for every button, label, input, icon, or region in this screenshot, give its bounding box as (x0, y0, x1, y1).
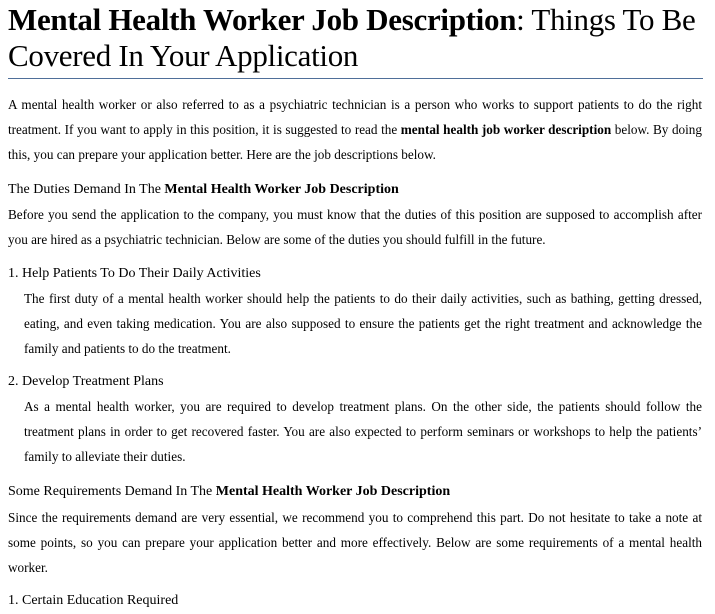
requirements-heading (8, 482, 450, 502)
requirements-paragraph: Since the requirements demand are very essential, we recommend you to comprehend this part. Do not hesitate to take a note at some points, so you can prepare your application better and more effectively. Below are some requirements of a mental health worker. (8, 510, 702, 575)
page-title (8, 2, 708, 74)
intro-text-end: below. By doing this, you can prepare your application better. Here are the job descriptions below. (8, 122, 702, 162)
intro-text: A mental health worker or also referred to as a psychiatric technician is a person who works to support patients to do the right treatment. If you want to apply in this position, it is suggested to read the (8, 97, 702, 137)
heading-bold: Mental Health Worker Job Description (164, 182, 399, 197)
list-item-heading: 2. Develop Treatment Plans (8, 374, 164, 389)
heading-plain: Some Requirements Demand In The (8, 484, 216, 499)
list-item-heading: 1. Certain Education Required (8, 593, 179, 608)
heading-bold: Mental Health Worker Job Description (215, 484, 451, 499)
list-item-heading: 1. Help Patients To Do Their Daily Activities (8, 266, 261, 281)
list-item-text: As a mental health worker, you are required to develop treatment plans. On the other side, the patients should follow the treatment plans in order to get recovered faster. You are also expected to perform seminars or workshops to help the patients’ family to alleviate their duties. (24, 399, 702, 464)
title-bold: Mental Health Worker Job Description (8, 2, 517, 37)
duties-paragraph: Before you send the application to the company, you must know that the duties of this position are supposed to accomplish after you are hired as a psychiatric technician. Below are some of the duties you should fulfill in the future. (8, 207, 702, 247)
list-item-text: The first duty of a mental health worker should help the patients to do their daily activities, such as bathing, getting dressed, eating, and even taking medication. You are also supposed to ensure the patients get the right treatment and acknowledge the family and patients to do the treatment. (24, 291, 702, 356)
heading-plain: The Duties Demand In The (8, 182, 165, 197)
duties-heading (8, 180, 399, 200)
title-divider (8, 78, 703, 79)
intro-keyword: mental health job worker description (400, 122, 612, 137)
title-rest: : Things To Be Covered In Your Application (8, 2, 696, 73)
intro-paragraph (8, 92, 702, 167)
